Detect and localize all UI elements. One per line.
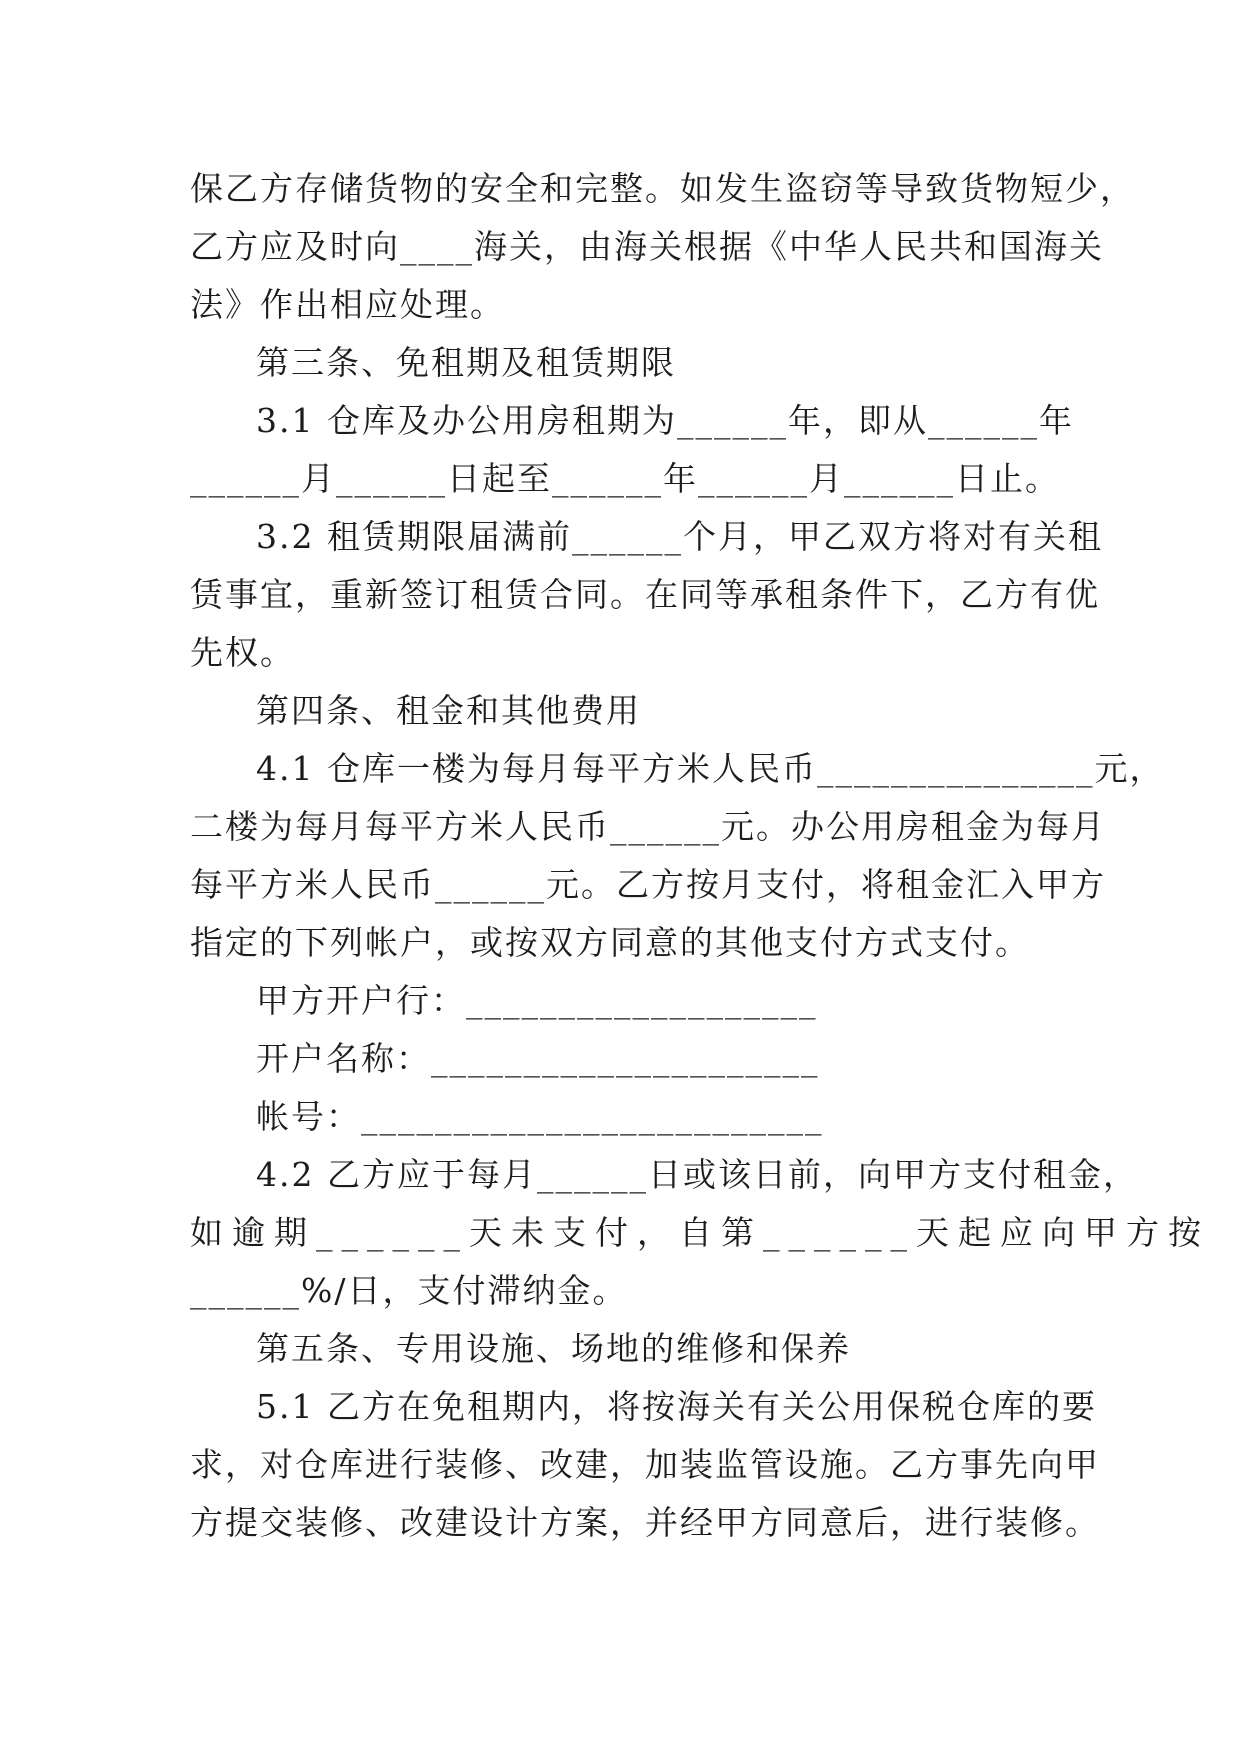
clause-line: 4.1 仓库一楼为每月每平方米人民币_______________元， bbox=[256, 749, 1165, 788]
text-line: 二楼为每月每平方米人民币______元。办公用房租金为每月 bbox=[190, 807, 1106, 846]
text-line: 乙方应及时向____海关，由海关根据《中华人民共和国海关 bbox=[190, 227, 1104, 266]
text-line: 如逾期______天未支付，自第______天起应向甲方按 bbox=[190, 1213, 1210, 1252]
text-line: 指定的下列帐户，或按双方同意的其他支付方式支付。 bbox=[190, 923, 1030, 962]
text-line: ______%/日，支付滞纳金。 bbox=[190, 1271, 628, 1310]
text-line: 每平方米人民币______元。乙方按月支付，将租金汇入甲方 bbox=[190, 865, 1106, 904]
section-heading: 第三条、免租期及租赁期限 bbox=[256, 343, 676, 382]
section-heading: 第五条、专用设施、场地的维修和保养 bbox=[256, 1329, 851, 1368]
text-line: 先权。 bbox=[190, 633, 295, 672]
section-heading: 第四条、租金和其他费用 bbox=[256, 691, 641, 730]
text-line: ______月______日起至______年______月______日止。 bbox=[190, 459, 1060, 498]
text-line: 保乙方存储货物的安全和完整。如发生盗窃等导致货物短少， bbox=[190, 169, 1135, 208]
clause-line: 5.1 乙方在免租期内，将按海关有关公用保税仓库的要 bbox=[256, 1387, 1097, 1426]
clause-line: 4.2 乙方应于每月______日或该日前，向甲方支付租金， bbox=[256, 1155, 1138, 1194]
account-number-field: 帐号：_________________________ bbox=[256, 1097, 824, 1136]
bank-name-field: 甲方开户行：___________________ bbox=[256, 981, 818, 1020]
text-line: 法》作出相应处理。 bbox=[190, 285, 505, 324]
text-line: 方提交装修、改建设计方案，并经甲方同意后，进行装修。 bbox=[190, 1503, 1100, 1542]
text-line: 赁事宜，重新签订租赁合同。在同等承租条件下，乙方有优 bbox=[190, 575, 1100, 614]
account-name-field: 开户名称：_____________________ bbox=[256, 1039, 820, 1078]
clause-line: 3.2 租赁期限届满前______个月，甲乙双方将对有关租 bbox=[256, 517, 1103, 556]
text-line: 求，对仓库进行装修、改建，加装监管设施。乙方事先向甲 bbox=[190, 1445, 1100, 1484]
clause-line: 3.1 仓库及办公用房租期为______年，即从______年 bbox=[256, 401, 1074, 440]
document-body bbox=[190, 160, 1210, 1552]
